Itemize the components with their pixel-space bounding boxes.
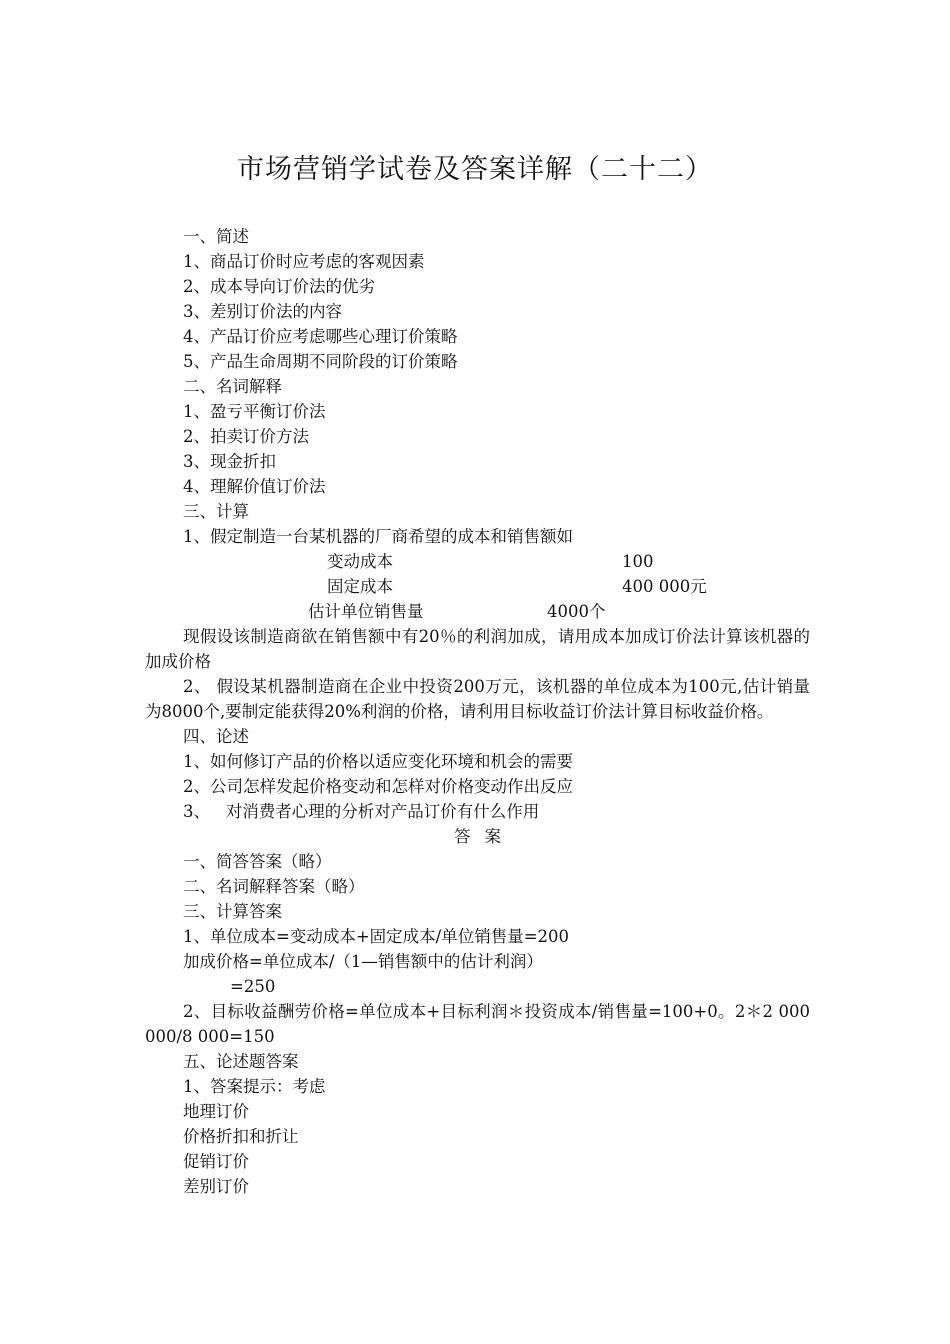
paragraph: 2、 假设某机器制造商在企业中投资200万元，该机器的单位成本为100元,估计销量为8000个,要制定能获得20%利润的价格，请利用目标收益订价法计算目标收益价格。: [145, 677, 810, 721]
cost-value: 4000个: [547, 602, 606, 621]
section-heading: 二、名词解释: [183, 377, 282, 396]
answer-line: 1、单位成本=变动成本+固定成本/单位销售量=200: [183, 927, 570, 946]
list-item: 1、盈亏平衡订价法: [183, 402, 326, 421]
list-item: 促销订价: [183, 1152, 249, 1171]
list-item: 1、商品订价时应考虑的客观因素: [183, 252, 425, 271]
document-body: [145, 224, 810, 1199]
list-item: 2、成本导向订价法的优劣: [183, 277, 375, 296]
cost-value: 400 000元: [622, 577, 707, 596]
list-item: 4、理解价值订价法: [183, 477, 326, 496]
cost-value: 100: [622, 552, 654, 571]
list-item: 2、公司怎样发起价格变动和怎样对价格变动作出反应: [183, 777, 573, 796]
page-title: 市场营销学试卷及答案详解（二十二）: [237, 154, 713, 185]
list-item: 5、产品生命周期不同阶段的订价策略: [183, 352, 458, 371]
question: 1、假定制造一台某机器的厂商希望的成本和销售额如: [183, 527, 573, 546]
list-item: 价格折扣和折让: [183, 1127, 299, 1146]
answer-line: 三、计算答案: [183, 902, 282, 921]
answer-line: 二、名词解释答案（略）: [183, 877, 365, 896]
cost-label: 固定成本: [327, 577, 393, 596]
paragraph: 2、目标收益酬劳价格=单位成本+目标利润＊投资成本/销售量=100+0。2＊2 000 000/8 000=150: [145, 1002, 810, 1046]
answer-line: =250: [230, 977, 276, 996]
list-item: 1、如何修订产品的价格以适应变化环境和机会的需要: [183, 752, 573, 771]
section-heading: 四、论述: [183, 727, 249, 746]
cost-label: 估计单位销售量: [308, 602, 424, 621]
cost-row: [145, 599, 810, 624]
list-item: 2、拍卖订价方法: [183, 427, 309, 446]
list-item: 3、现金折扣: [183, 452, 276, 471]
answer-line: 1、答案提示：考虑: [183, 1077, 326, 1096]
cost-row: [145, 549, 810, 574]
section-heading: 三、计算: [183, 502, 249, 521]
list-item: 地理订价: [183, 1102, 249, 1121]
cost-label: 变动成本: [327, 552, 393, 571]
answer-line: 一、简答答案（略）: [183, 852, 332, 871]
answer-line: 五、论述题答案: [183, 1052, 299, 1071]
list-item: 3、差别订价法的内容: [183, 302, 342, 321]
paragraph: 现假设该制造商欲在销售额中有20％的利润加成，请用成本加成订价法计算该机器的加成价格: [145, 627, 810, 671]
cost-row: [145, 574, 810, 599]
list-item: 3、 对消费者心理的分析对产品订价有什么作用: [183, 802, 540, 821]
section-heading: 一、简述: [183, 227, 249, 246]
answer-line: 加成价格=单位成本/（1—销售额中的估计利润）: [183, 952, 543, 971]
answers-heading: 答案: [454, 827, 515, 846]
list-item: 4、产品订价应考虑哪些心理订价策略: [183, 327, 458, 346]
list-item: 差别订价: [183, 1177, 249, 1196]
